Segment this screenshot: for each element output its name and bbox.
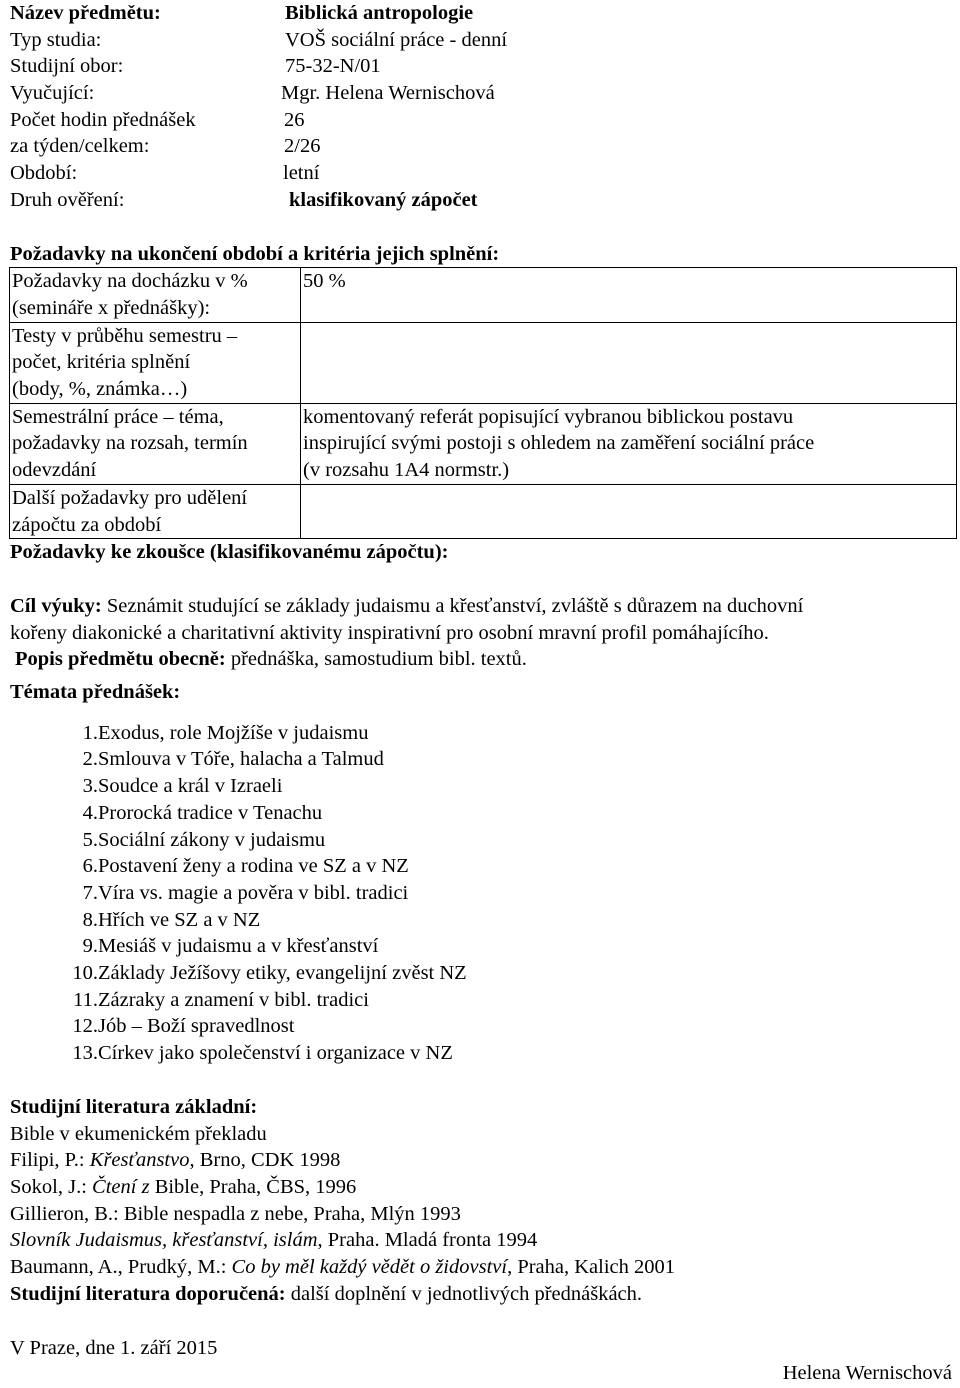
- list-item: [10, 720, 955, 747]
- cell-line: 50 %: [303, 270, 346, 293]
- list-item: [10, 827, 955, 854]
- header-row: [10, 160, 955, 187]
- literature-segment: , Praha. Mladá fronta 1994: [317, 1229, 538, 1252]
- topic-number: 8.: [82, 908, 98, 931]
- topic-text: Prorocká tradice v Tenachu: [98, 801, 323, 824]
- header-label: Studijní obor:: [10, 55, 124, 78]
- header-label: Počet hodin přednášek: [10, 108, 196, 131]
- topic-text: Církev jako společenství i organizace v NZ: [98, 1042, 453, 1065]
- header-value: klasifikovaný zápočet: [289, 188, 478, 211]
- topic-number: 2.: [82, 748, 98, 771]
- literature-segment: Baumann, A., Prudký, M.:: [10, 1256, 232, 1279]
- header-value: 75-32-N/01: [285, 55, 381, 78]
- topic-number: 12.: [72, 1015, 98, 1038]
- header-label: Typ studia:: [10, 28, 102, 51]
- goal-label: Cíl výuky:: [10, 594, 102, 617]
- table-row: [10, 403, 957, 484]
- cell-line: Semestrální práce – téma,: [12, 405, 224, 428]
- header-value: letní: [283, 162, 320, 185]
- topic-text: Víra vs. magie a pověra v bibl. tradici: [98, 881, 409, 904]
- literature-item: [10, 1147, 955, 1174]
- literature-segment: Bible v ekumenickém překladu: [10, 1122, 267, 1145]
- literature-segment: Bible, Praha, ČBS, 1996: [149, 1176, 357, 1198]
- cell-line: počet, kritéria splnění: [12, 351, 191, 374]
- place-date: V Praze, dne 1. září 2015: [10, 1336, 218, 1359]
- literature-segment: Gillieron, B.: Bible nespadla z nebe, Praha, Mlýn 1993: [10, 1202, 461, 1225]
- list-item: [10, 960, 955, 987]
- literature-segment: Sokol, J.:: [10, 1176, 93, 1198]
- literature-item: [10, 1174, 955, 1201]
- header-value: Mgr. Helena Wernischová: [281, 82, 495, 105]
- requirement-label: [10, 484, 301, 538]
- cell-line: Další požadavky pro udělení: [12, 486, 248, 509]
- topic-number: 3.: [82, 775, 98, 798]
- header-label: Název předmětu:: [10, 2, 161, 24]
- requirement-label: [10, 403, 301, 484]
- course-goal: [10, 593, 955, 620]
- topic-text: Sociální zákony v judaismu: [98, 828, 326, 851]
- list-item: [10, 773, 955, 800]
- table-row: [10, 268, 957, 322]
- header-label: Vyučující:: [10, 82, 95, 105]
- list-item: [10, 1013, 955, 1040]
- list-item: [10, 933, 955, 960]
- literature-segment: Filipi, P.:: [10, 1149, 90, 1172]
- header-row: [10, 133, 955, 160]
- topic-number: 5.: [82, 828, 98, 851]
- topics-heading: Témata přednášek:: [10, 681, 181, 704]
- course-description: [10, 646, 955, 673]
- literature-item: [10, 1227, 955, 1254]
- cell-line: (v rozsahu 1A4 normstr.): [303, 459, 510, 482]
- requirement-label: [10, 322, 301, 403]
- cell-line: inspirující svými postoji s ohledem na zaměření sociální práce: [303, 432, 815, 455]
- exam-heading: Požadavky ke zkoušce (klasifikovanému zápočtu):: [10, 541, 449, 564]
- header-row: [10, 27, 955, 54]
- requirements-heading: Požadavky na ukončení období a kritéria jejich splnění:: [10, 242, 500, 265]
- description-text: přednáška, samostudium bibl. textů.: [225, 648, 527, 671]
- topic-number: 4.: [82, 801, 98, 824]
- list-item: [10, 853, 955, 880]
- cell-line: (body, %, známka…): [12, 378, 188, 401]
- literature-list: [10, 1121, 955, 1281]
- literature-segment: Co by měl každý vědět o židovství: [231, 1256, 508, 1279]
- header-row: [10, 187, 955, 214]
- topic-number: 6.: [82, 855, 98, 878]
- recommended-label: Studijní literatura doporučená:: [10, 1282, 286, 1305]
- header-value: VOŠ sociální práce - denní: [285, 28, 508, 51]
- goal-text-continued: kořeny diakonické a charitativní aktivity inspirativní pro osobní mravní profil pomáhajícího.: [10, 621, 769, 644]
- topic-text: Hřích ve SZ a v NZ: [98, 908, 261, 931]
- requirement-label: [10, 268, 301, 322]
- signature: Helena Wernischová: [782, 1362, 952, 1385]
- topic-text: Zázraky a znamení v bibl. tradici: [98, 988, 369, 1011]
- header-label: Druh ověření:: [10, 188, 125, 211]
- header-value: Biblická antropologie: [285, 2, 474, 24]
- topic-text: Jób – Boží spravedlnost: [98, 1015, 295, 1038]
- requirement-value: [301, 322, 957, 403]
- literature-segment: Křesťanstvo: [89, 1149, 190, 1172]
- cell-line: odevzdání: [12, 459, 97, 482]
- topic-number: 13.: [72, 1042, 98, 1065]
- list-item: [10, 1040, 955, 1067]
- requirement-value: [301, 268, 957, 322]
- header-row: [10, 53, 955, 80]
- topic-text: Smlouva v Tóře, halacha a Talmud: [98, 748, 384, 771]
- cell-line: (semináře x přednášky):: [12, 296, 211, 319]
- recommended-literature: [10, 1281, 955, 1308]
- literature-segment: Čtení z: [92, 1176, 150, 1198]
- header-row: [10, 107, 955, 134]
- description-label: Popis předmětu obecně:: [15, 648, 226, 671]
- topic-number: 9.: [82, 935, 98, 958]
- cell-line: komentovaný referát popisující vybranou biblickou postavu: [303, 405, 794, 428]
- topic-number: 1.: [82, 721, 98, 744]
- header-value: 26: [284, 108, 305, 131]
- list-item: [10, 987, 955, 1014]
- table-row: [10, 322, 957, 403]
- header-value: 2/26: [284, 135, 321, 158]
- list-item: [10, 907, 955, 934]
- literature-segment: , Brno, CDK 1998: [189, 1149, 341, 1172]
- cell-line: zápočtu za období: [12, 513, 162, 536]
- header-label: Období:: [10, 162, 78, 185]
- literature-segment: Slovník Judaismus, křesťanství, islám: [10, 1229, 318, 1252]
- topic-text: Základy Ježíšovy etiky, evangelijní zvěst NZ: [98, 962, 467, 985]
- header-row: [10, 0, 955, 27]
- list-item: [10, 746, 955, 773]
- recommended-text: další doplnění v jednotlivých přednáškách.: [285, 1282, 643, 1305]
- syllabus-document: [10, 0, 955, 1387]
- course-header: [10, 0, 955, 214]
- header-label: za týden/celkem:: [10, 135, 150, 158]
- literature-item: [10, 1201, 955, 1228]
- topic-number: 10.: [72, 962, 98, 985]
- goal-text: Seznámit studující se základy judaismu a křesťanství, zvláště s důrazem na duchovní: [101, 594, 804, 617]
- topic-text: Exodus, role Mojžíše v judaismu: [98, 721, 369, 744]
- list-item: [10, 880, 955, 907]
- topic-text: Soudce a král v Izraeli: [98, 775, 283, 798]
- literature-segment: , Praha, Kalich 2001: [507, 1256, 676, 1279]
- literature-heading: Studijní literatura základní:: [10, 1095, 258, 1118]
- topic-number: 7.: [82, 881, 98, 904]
- requirement-value: [301, 484, 957, 538]
- header-row: [10, 80, 955, 107]
- topic-number: 11.: [73, 988, 98, 1011]
- topic-text: Postavení ženy a rodina ve SZ a v NZ: [98, 855, 409, 878]
- requirement-value: [301, 403, 957, 484]
- topic-text: Mesiáš v judaismu a v křesťanství: [98, 935, 379, 958]
- cell-line: Testy v průběhu semestru –: [12, 324, 238, 347]
- table-row: [10, 484, 957, 538]
- literature-item: [10, 1121, 955, 1148]
- requirements-table: [9, 267, 957, 539]
- cell-line: požadavky na rozsah, termín: [12, 432, 248, 455]
- list-item: [10, 800, 955, 827]
- literature-item: [10, 1254, 955, 1281]
- topics-list: [10, 720, 955, 1067]
- cell-line: Požadavky na docházku v %: [12, 270, 248, 293]
